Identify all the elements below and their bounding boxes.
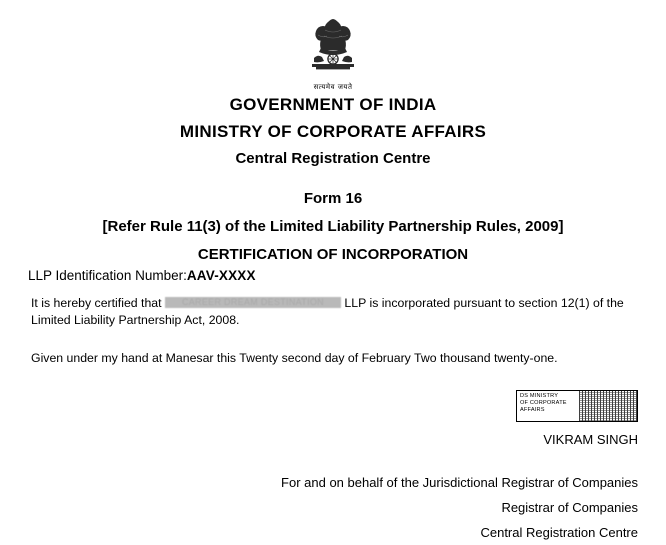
signature-noise-pattern <box>579 391 637 421</box>
heading-certification-title: CERTIFICATION OF INCORPORATION <box>197 246 469 263</box>
digital-signature-stamp <box>516 390 638 422</box>
certified-line2: Limited Liability Partnership Act, 2008. <box>31 313 240 327</box>
footer-block <box>0 470 638 545</box>
heading-ministry: MINISTRY OF CORPORATE AFFAIRS <box>179 122 487 141</box>
heading-form-number: Form 16 <box>303 190 363 207</box>
heading-block <box>0 94 666 265</box>
llpin-value: AAV-XXXX <box>186 268 256 283</box>
footer-line-centre: Central Registration Centre <box>480 525 638 540</box>
footer-line-behalf: For and on behalf of the Jurisdictional Registrar of Companies <box>281 475 638 490</box>
dsc-line-2: OF CORPORATE <box>520 400 567 407</box>
state-emblem-block <box>0 6 666 92</box>
dsc-line-1: DS MINISTRY <box>520 393 559 399</box>
certified-prefix: It is hereby certified that <box>31 296 162 310</box>
certified-middle: LLP is incorporated pursuant to section 12(1) of the <box>344 296 624 310</box>
certification-paragraph <box>31 295 639 329</box>
redacted-llp-name: CAREER DREAM DESTINATION <box>165 297 341 308</box>
footer-line-registrar: Registrar of Companies <box>501 500 638 515</box>
heading-government: GOVERNMENT OF INDIA <box>229 95 437 114</box>
heading-central-registration-centre: Central Registration Centre <box>235 150 431 167</box>
llpin-label: LLP Identification Number: <box>28 268 187 283</box>
heading-rule-reference: [Refer Rule 11(3) of the Limited Liability Partnership Rules, 2009] <box>102 218 564 235</box>
llp-identification-number <box>28 268 256 283</box>
dsc-line-3: AFFAIRS <box>520 407 545 414</box>
signer-name: VIKRAM SINGH <box>543 432 638 447</box>
given-under-hand-paragraph: Given under my hand at Manesar this Twenty second day of February Two thousand twenty-one. <box>31 351 558 365</box>
emblem-motto: सत्यमेव जयते <box>313 83 353 91</box>
dsc-stamp-text <box>520 393 567 415</box>
state-emblem-icon <box>294 6 372 80</box>
